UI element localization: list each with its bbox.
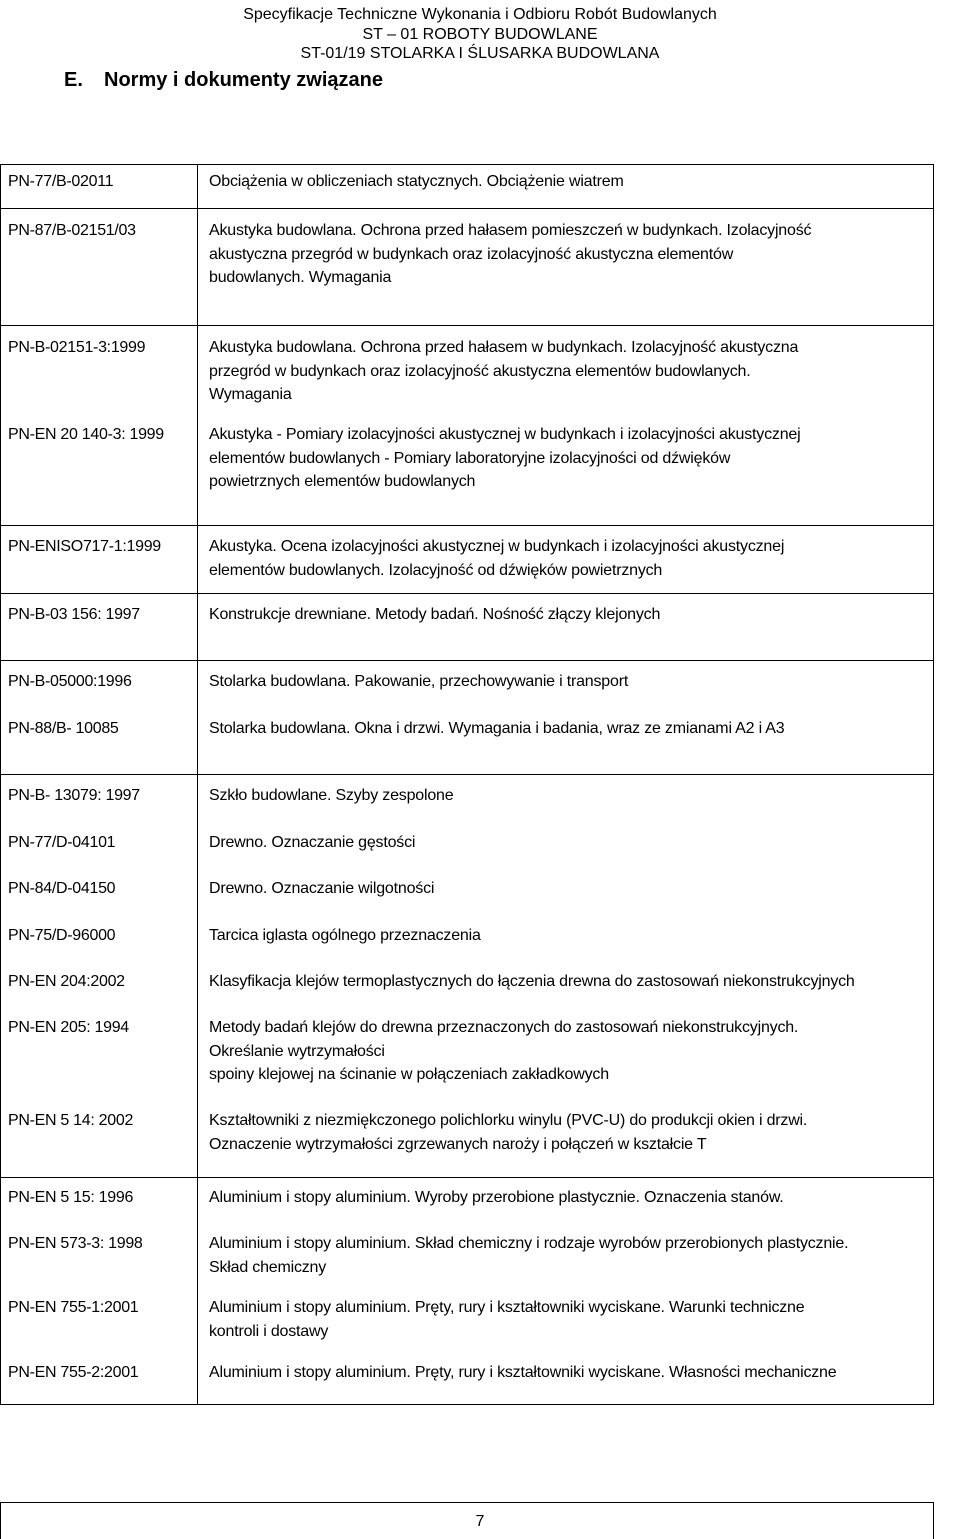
norm-description-line: Akustyka. Ocena izolacyjności akustycznej w budynkach i izolacyjności akustycznej (209, 538, 785, 555)
norm-code: PN-B- 13079: 1997 (8, 787, 140, 804)
norm-description-line: Określanie wytrzymałości (209, 1042, 385, 1060)
norm-description (209, 1109, 807, 1156)
norm-description-line: Drewno. Oznaczanie gęstości (209, 834, 416, 851)
doc-header-title: Specyfikacje Techniczne Wykonania i Odbioru Robót Budowlanych (243, 6, 717, 23)
norm-description-line: Wymagania (209, 386, 292, 403)
norm-code: PN-75/D-96000 (8, 927, 116, 944)
norm-description-line: kontroli i dostawy (209, 1322, 329, 1340)
column-divider (197, 1178, 198, 1404)
doc-header-subsection: ST-01/19 STOLARKA I ŚLUSARKA BUDOWLANA (300, 45, 660, 62)
norm-description-line: Tarcica iglasta ogólnego przeznaczenia (209, 927, 481, 944)
norm-code: PN-84/D-04150 (8, 880, 116, 897)
column-divider (197, 209, 198, 325)
column-divider (197, 661, 198, 774)
norm-description (209, 170, 624, 194)
norm-description-line: Kształtowniki z niezmiękczonego polichlorku winylu (PVC-U) do produkcji okien i drzwi. (209, 1112, 808, 1129)
norm-description-line: Szkło budowlane. Szyby zespolone (209, 787, 454, 804)
norm-code: PN-EN 204:2002 (8, 973, 125, 990)
norm-description-line: Akustyka - Pomiary izolacyjności akustycznej w budynkach i izolacyjności akustycznej (209, 426, 801, 443)
section-heading (64, 68, 383, 92)
norm-description-line: elementów budowlanych - Pomiary laboratoryjne izolacyjności od dźwięków (209, 449, 731, 467)
norm-description (209, 219, 811, 290)
norm-description (209, 717, 784, 741)
table-row (1, 208, 933, 325)
norm-code: PN-88/B- 10085 (8, 720, 119, 737)
norm-description-line: Aluminium i stopy aluminium. Wyroby przerobione plastycznie. Oznaczenia stanów. (209, 1189, 784, 1206)
norm-description-line: Drewno. Oznaczanie wilgotności (209, 880, 435, 897)
norm-description-line: Oznaczenie wytrzymałości zgrzewanych naroży i połączeń w kształcie T (209, 1135, 707, 1153)
norm-description-line: powietrznych elementów budowlanych (209, 473, 476, 490)
norm-description-line: elementów budowlanych. Izolacyjność od dźwięków powietrznych (209, 561, 663, 579)
norm-description-line: Klasyfikacja klejów termoplastycznych do łączenia drewna do zastosowań niekonstrukcyjnych (209, 973, 855, 990)
norm-code: PN-EN 755-2:2001 (8, 1364, 139, 1381)
norm-code: PN-B-05000:1996 (8, 673, 132, 690)
norm-description (209, 423, 800, 494)
norm-code: PN-EN 20 140-3: 1999 (8, 426, 164, 443)
section-title: Normy i dokumenty związane (104, 69, 383, 91)
column-divider (197, 526, 198, 593)
norm-description-line: Obciążenia w obliczeniach statycznych. Obciążenie wiatrem (209, 173, 624, 190)
doc-header-section: ST – 01 ROBOTY BUDOWLANE (362, 26, 598, 43)
norm-description-line: Stolarka budowlana. Pakowanie, przechowywanie i transport (209, 673, 629, 690)
norm-description (209, 831, 415, 855)
column-divider (197, 775, 198, 1177)
norm-description (209, 1361, 836, 1385)
table-row (1, 660, 933, 774)
norm-code: PN-77/D-04101 (8, 834, 116, 851)
norm-description-line: Metody badań klejów do drewna przeznaczonych do zastosowań niekonstrukcyjnych. (209, 1019, 799, 1036)
table-row (1, 165, 933, 208)
norm-description (209, 670, 628, 694)
norm-description-line: akustyczna przegród w budynkach oraz izolacyjność akustyczna elementów (209, 245, 734, 263)
norm-description (209, 877, 434, 901)
norm-description (209, 784, 453, 808)
norm-description-line: Aluminium i stopy aluminium. Skład chemiczny i rodzaje wyrobów przerobionych plastycznie. (209, 1235, 849, 1252)
table-row (1, 774, 933, 1177)
page-number: 7 (475, 1513, 485, 1530)
norm-description (209, 1016, 798, 1087)
column-divider (197, 326, 198, 525)
norm-description-line: Skład chemiczny (209, 1258, 327, 1276)
norm-description (209, 1296, 804, 1343)
norm-description-line: Aluminium i stopy aluminium. Pręty, rury i kształtowniki wyciskane. Warunki techniczne (209, 1299, 805, 1316)
norm-description-line: przegród w budynkach oraz izolacyjność akustyczna elementów budowlanych. (209, 362, 751, 380)
norm-code: PN-B-02151-3:1999 (8, 339, 146, 356)
column-divider (197, 165, 198, 208)
norm-description (209, 1186, 784, 1210)
norm-description-line: Akustyka budowlana. Ochrona przed hałasem pomieszczeń w budynkach. Izolacyjność (209, 222, 812, 239)
section-number: E. (64, 69, 83, 91)
norm-description-line: spoiny klejowej na ścinanie w połączeniach zakładkowych (209, 1066, 609, 1083)
norm-code: PN-EN 5 15: 1996 (8, 1189, 134, 1206)
norm-code: PN-ENISO717-1:1999 (8, 538, 161, 555)
norm-description-line: Aluminium i stopy aluminium. Pręty, rury i kształtowniki wyciskane. Własności mechaniczne (209, 1364, 837, 1381)
norm-description-line: Konstrukcje drewniane. Metody badań. Nośność złączy klejonych (209, 606, 661, 623)
norm-code: PN-EN 5 14: 2002 (8, 1112, 134, 1129)
norm-description-line: Stolarka budowlana. Okna i drzwi. Wymagania i badania, wraz ze zmianami A2 i A3 (209, 720, 785, 737)
norm-description (209, 336, 798, 407)
norm-description (209, 603, 660, 627)
norms-table (0, 164, 934, 1405)
norm-description-line: budowlanych. Wymagania (209, 269, 392, 286)
norm-description (209, 535, 784, 582)
column-divider (197, 594, 198, 660)
norm-code: PN-87/B-02151/03 (8, 222, 136, 239)
norm-description (209, 1232, 848, 1279)
norm-code: PN-B-03 156: 1997 (8, 606, 140, 623)
norm-code: PN-EN 573-3: 1998 (8, 1235, 143, 1252)
table-row (1, 525, 933, 593)
norm-description (209, 970, 855, 994)
table-row (1, 1177, 933, 1404)
norm-code: PN-77/B-02011 (8, 173, 114, 190)
norm-description-line: Akustyka budowlana. Ochrona przed hałasem w budynkach. Izolacyjność akustyczna (209, 339, 799, 356)
table-row (1, 593, 933, 660)
norm-code: PN-EN 205: 1994 (8, 1019, 129, 1036)
norm-code: PN-EN 755-1:2001 (8, 1299, 139, 1316)
norm-description (209, 924, 481, 948)
table-row (1, 325, 933, 525)
